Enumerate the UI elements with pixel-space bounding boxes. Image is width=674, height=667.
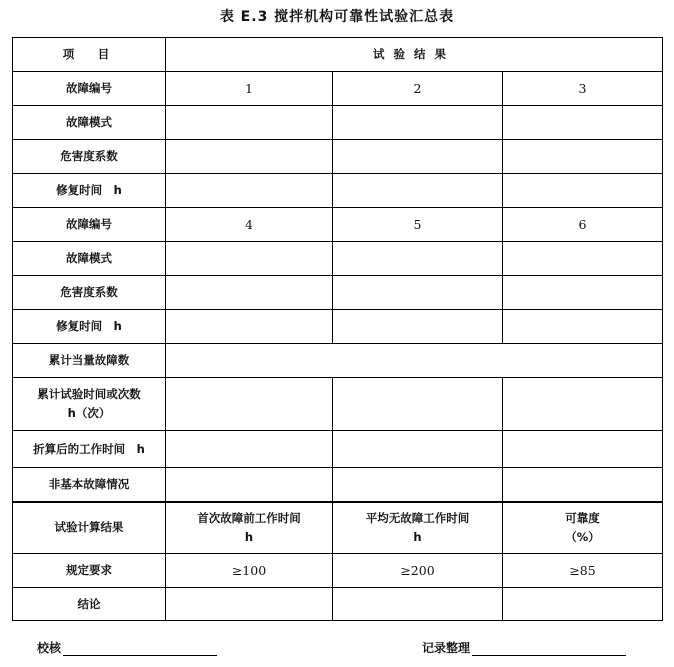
empty-cell bbox=[503, 310, 663, 344]
fault-no-6: 6 bbox=[503, 208, 663, 242]
reliability: 可靠度 （%） bbox=[503, 502, 663, 554]
conclusion-label: 结论 bbox=[13, 588, 166, 621]
empty-cell bbox=[503, 242, 663, 276]
empty-cell bbox=[166, 106, 333, 140]
req-first-fault: ≥100 bbox=[166, 554, 333, 588]
fault-mode-label: 故障模式 bbox=[13, 242, 166, 276]
repair-time-label: 修复时间 h bbox=[13, 174, 166, 208]
empty-cell bbox=[333, 276, 503, 310]
non-basic-faults-label: 非基本故障情况 bbox=[13, 468, 166, 502]
table-row bbox=[13, 588, 663, 621]
cum-test-time-label: 累计试验时间或次数 h（次） bbox=[13, 378, 166, 431]
empty-cell bbox=[333, 106, 503, 140]
fault-mode-label: 故障模式 bbox=[13, 106, 166, 140]
recorder-label: 记录整理 bbox=[422, 641, 471, 655]
fault-no-1: 1 bbox=[166, 72, 333, 106]
checker-label: 校核 bbox=[37, 641, 62, 655]
empty-cell bbox=[166, 242, 333, 276]
table-row bbox=[13, 431, 663, 468]
table-row bbox=[13, 242, 663, 276]
table-row bbox=[13, 72, 663, 106]
repair-time-label: 修复时间 h bbox=[13, 310, 166, 344]
empty-cell bbox=[166, 431, 333, 468]
empty-cell bbox=[166, 140, 333, 174]
empty-cell bbox=[333, 310, 503, 344]
summary-table bbox=[12, 37, 663, 621]
empty-cell bbox=[503, 106, 663, 140]
checker-signature-line[interactable] bbox=[63, 641, 217, 656]
empty-cell bbox=[333, 378, 503, 431]
table-row bbox=[13, 174, 663, 208]
empty-cell bbox=[333, 242, 503, 276]
req-mtbf: ≥200 bbox=[333, 554, 503, 588]
fault-no-label: 故障编号 bbox=[13, 72, 166, 106]
table-title: 表 E.3 搅拌机构可靠性试验汇总表 bbox=[219, 9, 455, 25]
fault-no-4: 4 bbox=[166, 208, 333, 242]
empty-cell bbox=[503, 468, 663, 502]
fault-no-2: 2 bbox=[333, 72, 503, 106]
fault-no-3: 3 bbox=[503, 72, 663, 106]
mtbf: 平均无故障工作时间 h bbox=[333, 502, 503, 554]
table-row bbox=[13, 502, 663, 554]
empty-cell bbox=[333, 174, 503, 208]
table-row bbox=[13, 310, 663, 344]
empty-cell bbox=[503, 174, 663, 208]
empty-cell bbox=[503, 276, 663, 310]
table-row bbox=[13, 208, 663, 242]
first-fault-time: 首次故障前工作时间 h bbox=[166, 502, 333, 554]
requirement-label: 规定要求 bbox=[13, 554, 166, 588]
empty-cell bbox=[333, 140, 503, 174]
recorder-field bbox=[422, 639, 626, 656]
table-row bbox=[13, 276, 663, 310]
fault-no-5: 5 bbox=[333, 208, 503, 242]
empty-cell bbox=[503, 140, 663, 174]
empty-cell bbox=[166, 276, 333, 310]
calc-result-label: 试验计算结果 bbox=[13, 502, 166, 554]
hazard-coef-label: 危害度系数 bbox=[13, 140, 166, 174]
empty-cell bbox=[166, 468, 333, 502]
header-row bbox=[13, 38, 663, 72]
empty-cell bbox=[333, 468, 503, 502]
empty-cell bbox=[333, 588, 503, 621]
empty-cell bbox=[166, 344, 663, 378]
cum-equiv-faults-label: 累计当量故障数 bbox=[13, 344, 166, 378]
results-header: 试验结果 bbox=[166, 38, 663, 72]
table-row bbox=[13, 554, 663, 588]
table-row bbox=[13, 140, 663, 174]
fault-no-label: 故障编号 bbox=[13, 208, 166, 242]
checker-field bbox=[37, 639, 217, 656]
empty-cell bbox=[166, 310, 333, 344]
empty-cell bbox=[333, 431, 503, 468]
empty-cell bbox=[503, 378, 663, 431]
empty-cell bbox=[503, 588, 663, 621]
empty-cell bbox=[166, 378, 333, 431]
recorder-signature-line[interactable] bbox=[472, 641, 626, 656]
empty-cell bbox=[166, 588, 333, 621]
table-row bbox=[13, 468, 663, 502]
req-reliability: ≥85 bbox=[503, 554, 663, 588]
empty-cell bbox=[503, 431, 663, 468]
table-row bbox=[13, 378, 663, 431]
table-row bbox=[13, 106, 663, 140]
table-row bbox=[13, 344, 663, 378]
hazard-coef-label: 危害度系数 bbox=[13, 276, 166, 310]
empty-cell bbox=[166, 174, 333, 208]
converted-work-time-label: 折算后的工作时间 h bbox=[13, 431, 166, 468]
item-header: 项 目 bbox=[13, 38, 166, 72]
